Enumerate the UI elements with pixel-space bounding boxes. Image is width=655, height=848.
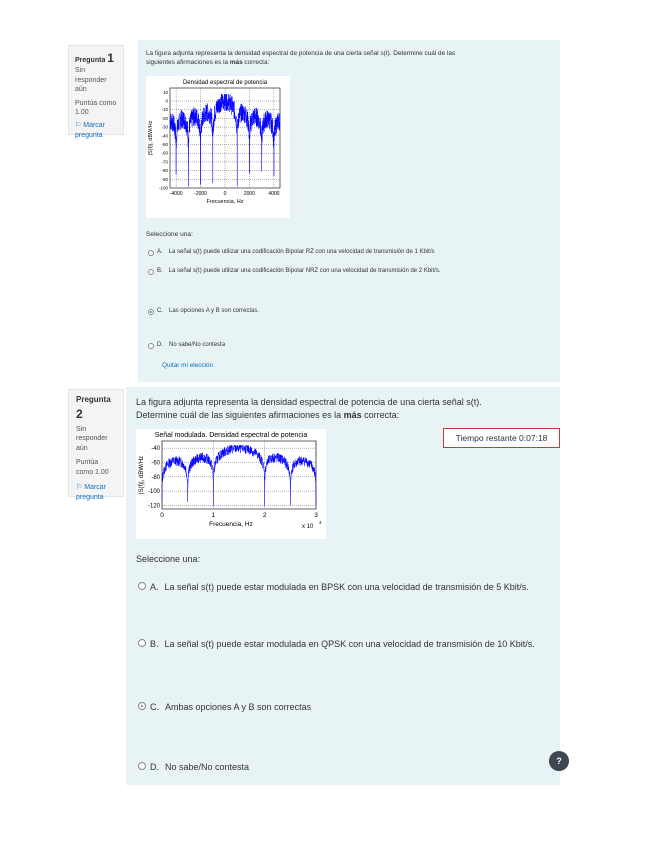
question-1-text: La figura adjunta representa la densidad espectral de potencia de una cierta señal s(t). Determine cuál de las siguientes afirmaciones es la más correcta: <box>146 50 456 67</box>
question-1-prompt: Seleccione una: <box>146 231 193 238</box>
question-1-score: Puntúa como 1.00 <box>75 99 117 116</box>
radio-button[interactable] <box>138 702 146 710</box>
answer-option-b[interactable] <box>148 268 548 275</box>
x-axis-multiplier-exponent: 4 <box>319 520 322 525</box>
option-text: La señal s(t) puede estar modulada en BPSK con una velocidad de transmisión de 5 Kbit/s. <box>164 582 529 592</box>
radio-button[interactable] <box>148 250 154 256</box>
answer-option-d[interactable] <box>138 761 548 774</box>
time-remaining-badge: Tiempo restante 0:07:18 <box>443 428 560 448</box>
option-text: La señal s(t) puede estar modulada en QPSK con una velocidad de transmisión de 10 Kbit/s. <box>164 639 535 649</box>
x-tick-label: -2000 <box>194 191 207 197</box>
y-tick-label: -20 <box>161 115 168 121</box>
question-2-info <box>68 389 124 501</box>
question-2-number: Pregunta 2 <box>76 395 111 421</box>
psd-chart-1 <box>146 76 290 218</box>
radio-button[interactable] <box>148 343 154 349</box>
option-text: No sabe/No contesta <box>169 342 226 348</box>
question-2-score: Puntúa como 1.00 <box>76 459 109 476</box>
answer-option-a[interactable] <box>138 581 548 594</box>
option-letter: D. <box>157 342 163 348</box>
question-1-status: Sin responder aún <box>75 67 107 94</box>
answer-option-a[interactable] <box>148 249 548 256</box>
question-1-info <box>68 45 124 139</box>
x-tick-label: 0 <box>223 191 227 197</box>
option-letter: B. <box>157 268 163 274</box>
option-text: No sabe/No contesta <box>165 762 250 772</box>
y-tick-label: -40 <box>151 446 160 453</box>
option-letter: A. <box>157 249 163 255</box>
x-tick-label: 2000 <box>243 191 256 197</box>
option-letter: D. <box>150 762 159 772</box>
y-tick-label: -60 <box>161 150 168 156</box>
answer-option-c[interactable] <box>138 701 548 714</box>
y-tick-label: -40 <box>161 133 168 139</box>
y-tick-label: -50 <box>161 142 168 148</box>
option-text: La señal s(t) puede utilizar una codificación Bipolar NRZ con una velocidad de transmisión de 2 Kbit/s. <box>168 268 441 274</box>
y-tick-label: -120 <box>147 503 160 510</box>
y-tick-label: -10 <box>161 107 168 113</box>
question-2-flag-link[interactable]: ⚐ Marcar pregunta <box>76 484 107 501</box>
question-2-text: La figura adjunta representa la densidad espectral de potencia de una cierta señal s(t). Determine cuál de las siguientes afirmaciones es la más correcta: <box>136 397 482 421</box>
flag-icon: ⚐ <box>75 122 82 130</box>
x-axis-multiplier: x 10 <box>302 524 314 530</box>
x-axis-label: Frecuencia, Hz <box>206 199 244 205</box>
option-letter: A. <box>150 582 159 592</box>
y-tick-label: -30 <box>161 124 168 130</box>
y-tick-label: 10 <box>162 89 168 95</box>
y-tick-label: -80 <box>161 168 168 174</box>
question-1-content <box>138 40 560 382</box>
answer-option-d[interactable] <box>148 342 548 349</box>
option-text: Las opciones A y B son correctas. <box>169 308 260 314</box>
y-tick-label: -60 <box>151 460 160 467</box>
y-tick-label: -100 <box>147 489 160 496</box>
y-tick-label: 0 <box>165 98 168 104</box>
radio-button[interactable] <box>148 309 154 315</box>
help-icon[interactable]: ? <box>549 751 569 771</box>
question-1-number: Pregunta 1 <box>75 51 114 65</box>
y-tick-label: -70 <box>161 159 168 165</box>
x-tick-label: 4000 <box>268 191 280 197</box>
question-2-status: Sin responder aún <box>76 425 108 452</box>
y-tick-label: -100 <box>158 185 168 191</box>
x-tick-label: 0 <box>160 512 164 519</box>
x-tick-label: 1 <box>211 512 216 519</box>
y-tick-label: -90 <box>161 176 168 182</box>
chart-title: Densidad espectral de potencia <box>182 80 268 86</box>
option-letter: C. <box>157 308 163 314</box>
flag-icon: ⚐ <box>76 484 83 492</box>
radio-button[interactable] <box>138 582 146 590</box>
option-text: Ambas opciones A y B son correctas <box>165 702 312 712</box>
question-2-prompt: Seleccione una: <box>136 554 201 564</box>
chart-title: Señal modulada. Densidad espectral de potencia <box>154 432 308 439</box>
psd-chart-2 <box>136 429 326 539</box>
question-1-flag-link[interactable]: ⚐ Marcar pregunta <box>75 122 106 139</box>
option-text: La señal s(t) puede utilizar una codificación Bipolar RZ con una velocidad de transmisión de 1 Kbit/s <box>168 249 435 255</box>
radio-button[interactable] <box>148 269 154 275</box>
answer-option-b[interactable] <box>138 638 548 651</box>
x-axis-label: Frecuencia, Hz <box>209 521 253 528</box>
x-tick-label: -4000 <box>169 191 183 197</box>
x-tick-label: 3 <box>314 512 318 519</box>
answer-option-c[interactable] <box>148 308 548 315</box>
y-axis-label: |S(f)|, dBW/Hz <box>139 455 145 495</box>
option-letter: B. <box>150 639 159 649</box>
radio-button[interactable] <box>138 639 146 647</box>
x-tick-label: 2 <box>262 512 267 519</box>
option-letter: C. <box>150 702 159 712</box>
plot-area <box>162 441 316 509</box>
clear-choice-link[interactable]: Quitar mi elección <box>162 362 214 369</box>
y-axis-label: |S(f)|, dBW/Hz <box>148 120 154 156</box>
y-tick-label: -80 <box>151 474 160 481</box>
radio-button[interactable] <box>138 762 146 770</box>
